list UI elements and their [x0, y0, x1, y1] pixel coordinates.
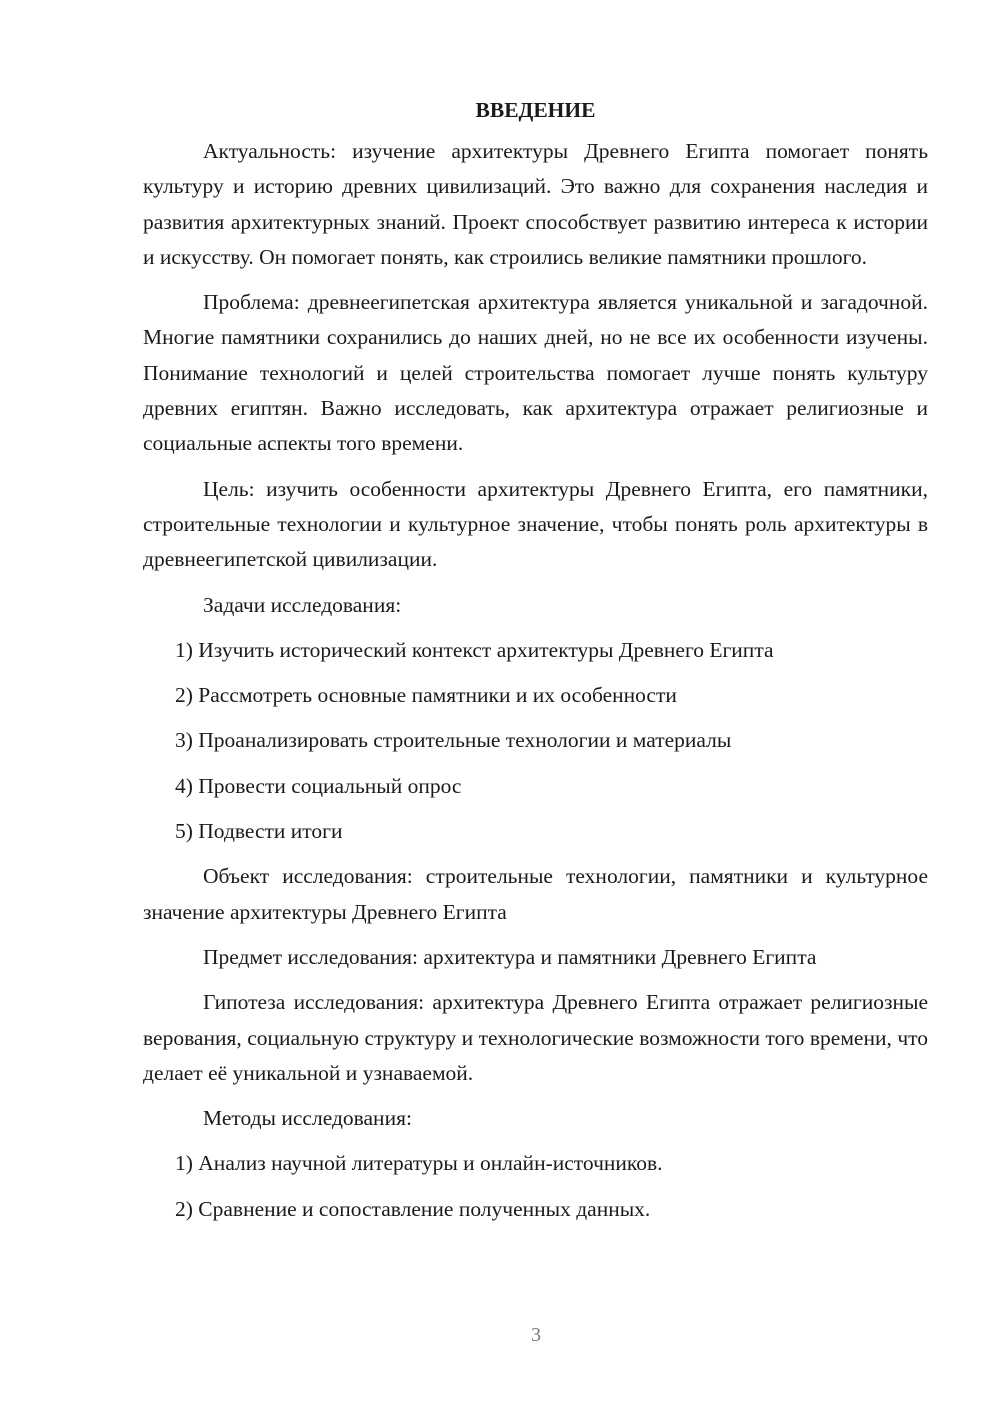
document-page [143, 92, 928, 1237]
object-paragraph: Объект исследования: строительные технологии, памятники и культурное значение архитектуры Древнего Египта [143, 864, 928, 924]
subject-paragraph: Предмет исследования: архитектура и памятники Древнего Египта [203, 944, 817, 969]
tasks-list [143, 633, 928, 849]
hypothesis-paragraph: Гипотеза исследования: архитектура Древнего Египта отражает религиозные верования, социальную структуру и технологические возможности того времени, что делает её уникальной и узнаваемой. [143, 990, 928, 1085]
relevance-paragraph: Актуальность: изучение архитектуры Древнего Египта помогает понять культуру и историю древних цивилизаций. Это важно для сохранения наследия и развития архитектурных знаний. Проект способствует развитию интереса к истории и искусству. Он помогает понять, как строились великие памятники прошлого. [143, 139, 928, 269]
problem-paragraph: Проблема: древнеегипетская архитектура является уникальной и загадочной. Многие памятники сохранились до наших дней, но не все их особенности изучены. Понимание технологий и целей строительства помогает лучше понять культуру древних египтян. Важно исследовать, как архитектура отражает религиозные и социальные аспекты того времени. [143, 290, 928, 456]
methods-list [143, 1146, 928, 1227]
task-item: 1) Изучить исторический контекст архитектуры Древнего Египта [175, 637, 774, 662]
tasks-heading: Задачи исследования: [203, 592, 402, 617]
section-title: ВВЕДЕНИЕ [475, 98, 596, 122]
method-item: 2) Сравнение и сопоставление полученных данных. [175, 1196, 651, 1221]
methods-heading: Методы исследования: [203, 1106, 412, 1131]
task-item: 2) Рассмотреть основные памятники и их особенности [175, 683, 677, 708]
task-item: 5) Подвести итоги [175, 819, 343, 844]
method-item: 1) Анализ научной литературы и онлайн-источников. [175, 1151, 663, 1176]
page-number: 3 [531, 1324, 541, 1346]
goal-paragraph: Цель: изучить особенности архитектуры Древнего Египта, его памятники, строительные технологии и культурное значение, чтобы понять роль архитектуры в древнеегипетской цивилизации. [143, 476, 928, 572]
task-item: 3) Проанализировать строительные технологии и материалы [175, 728, 732, 753]
task-item: 4) Провести социальный опрос [175, 773, 462, 798]
